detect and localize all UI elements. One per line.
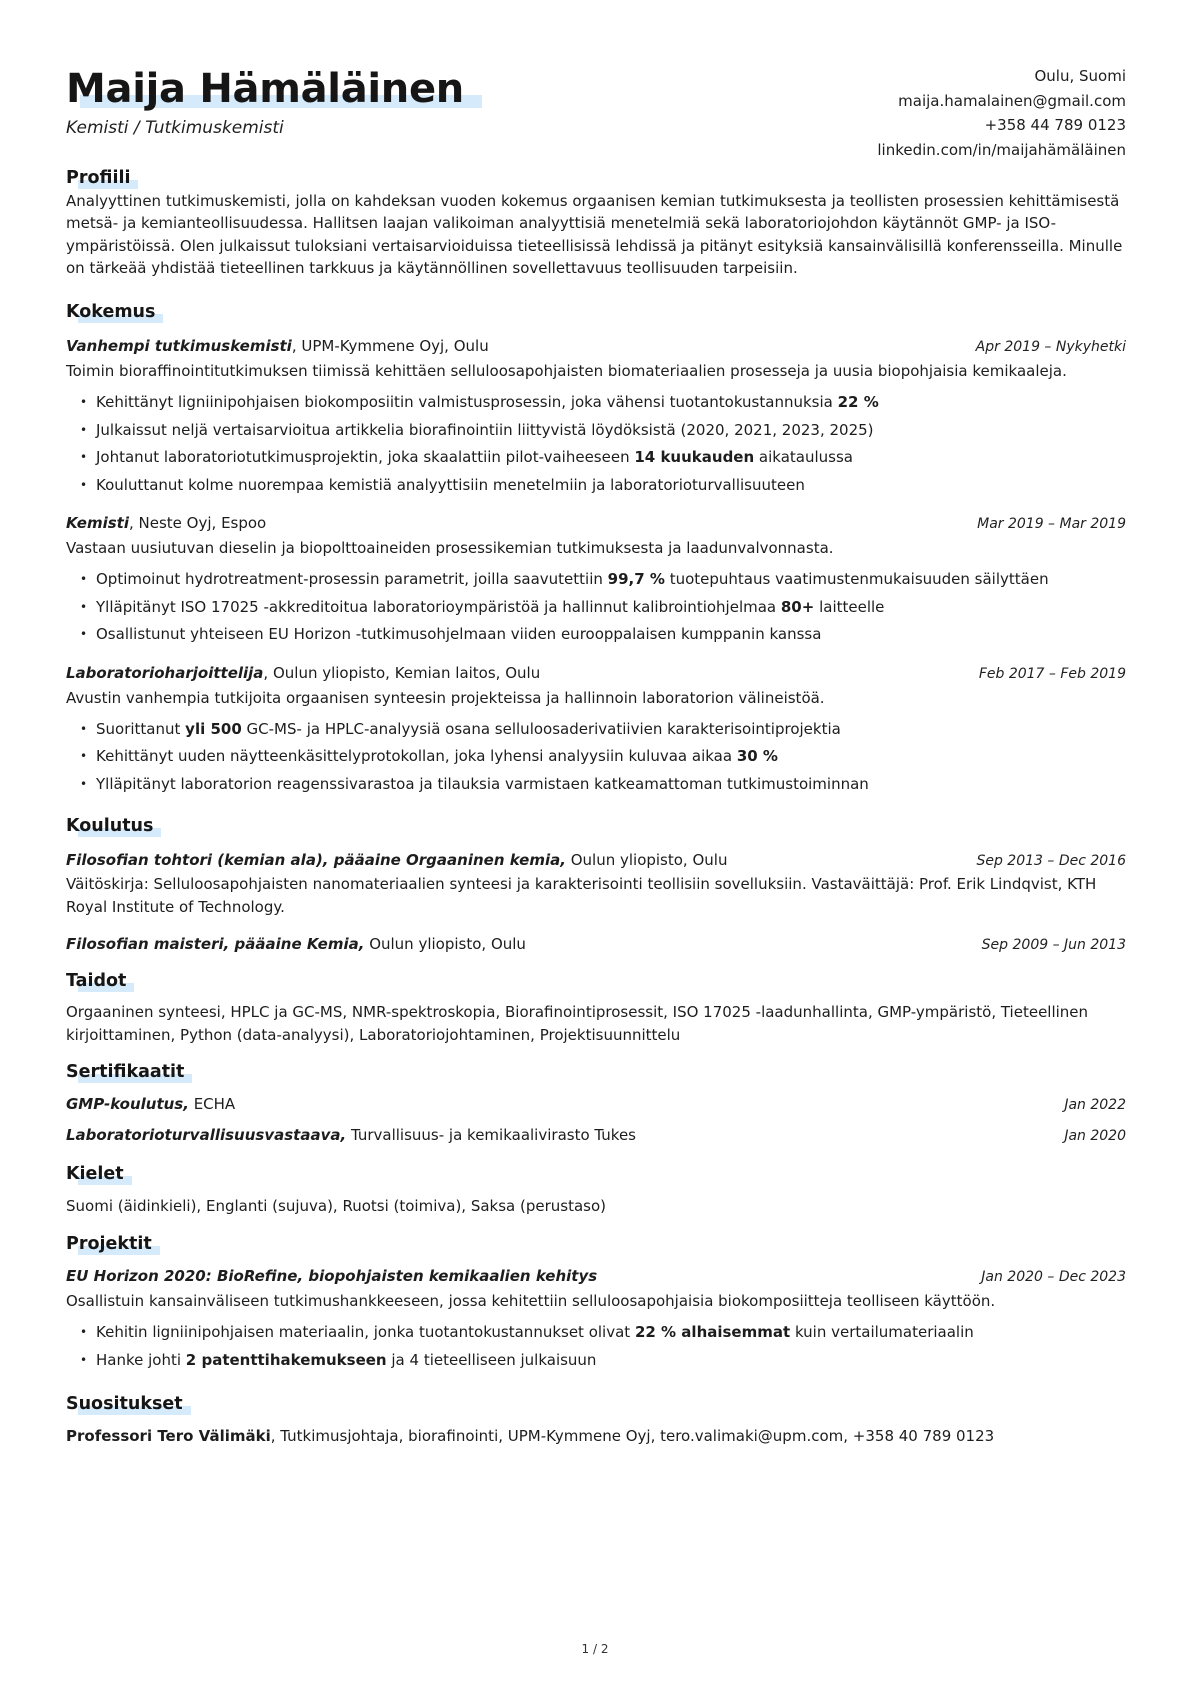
bullet-text-end: ja 4 tieteelliseen julkaisuun bbox=[386, 1350, 597, 1369]
certificate-date: Jan 2022 bbox=[1064, 1097, 1126, 1114]
skills-text: Orgaaninen synteesi, HPLC ja GC-MS, NMR-spektroskopia, Biorafinointiprosessit, ISO 17025 -laadunhallinta, GMP-ympäristö, Tieteellinen kirjoittaminen, Python (data-analyysi), Laboratoriojohtaminen, Projektisuunnittelu bbox=[66, 1003, 1089, 1044]
project-bullets bbox=[66, 1319, 1126, 1374]
bullet-text-end: kuin vertailumateriaalin bbox=[790, 1323, 974, 1342]
education-date: Sep 2009 – Jun 2013 bbox=[981, 937, 1126, 954]
job-header bbox=[66, 511, 1126, 536]
profile-text: Analyyttinen tutkimuskemisti, jolla on kahdeksan vuoden kokemus orgaanisen kemian tutkimuksesta ja teollisten prosessien kehittämisestä metsä- ja kemianteollisuudessa. Hallitsen laajan valikoiman analyyttisiä menetelmiä sekä laboratoriojohdon käytännöt GMP- ja ISO-ympäristöissä. Olen julkaissut tuloksiani vertaisarvioiduissa tieteellisissä lehdissä ja pitänyt esityksiä kansainvälisillä konferensseilla. Minulle on tärkeää yhdistää tieteellinen tarkkuus ja käytännöllinen sovellettavuus teollisuuden tarpeisiin. bbox=[66, 192, 1123, 277]
list-item bbox=[66, 389, 1126, 417]
list-item bbox=[66, 621, 1126, 649]
section-title-projects: Projektit bbox=[66, 1234, 152, 1255]
bullet-text-end: laitteelle bbox=[814, 597, 885, 616]
job-entry bbox=[66, 334, 1126, 499]
bullet-text: Suorittanut bbox=[96, 719, 186, 738]
list-item bbox=[66, 771, 1126, 799]
bullet-highlight: yli 500 bbox=[185, 719, 242, 738]
bullet-text-end: GC-MS- ja HPLC-analyysiä osana selluloosaderivatiivien karakterisointiprojektia bbox=[241, 719, 841, 738]
job-role: Laboratorioharjoittelija bbox=[66, 663, 264, 682]
contact-linkedin[interactable]: linkedin.com/in/maijahämäläinen bbox=[877, 140, 1126, 159]
degree-name: Filosofian tohtori (kemian ala), pääaine Orgaaninen kemia, bbox=[66, 851, 566, 870]
list-item bbox=[66, 444, 1126, 472]
projects-section bbox=[66, 1232, 1126, 1374]
languages-section bbox=[66, 1162, 1126, 1218]
reference-details: , Tutkimusjohtaja, biorafinointi, UPM-Kymmene Oyj, tero.valimaki@upm.com, +358 40 789 0123 bbox=[270, 1427, 995, 1446]
education-heading bbox=[66, 848, 727, 872]
education-description: Väitöskirja: Selluloosapohjaisten nanomateriaalien synteesi ja karakterisointi teollisiin sovelluksiin. Vastaväittäjä: Prof. Erik Lindqvist, KTH Royal Institute of Technology. bbox=[66, 875, 1097, 916]
job-description: Toimin bioraffinointitutkimuksen tiimissä kehittäen selluloosapohjaisten biomateriaalien prosesseja ja uusia biopohjaisia kemikaaleja. bbox=[66, 362, 1067, 381]
resume-header bbox=[66, 64, 1126, 164]
bullet-text: Kouluttanut kolme nuorempaa kemistiä analyyttisiin menetelmiin ja laboratorioturvallisuuteen bbox=[96, 475, 805, 494]
bullet-text-end: aikataulussa bbox=[754, 448, 853, 467]
degree-name: Filosofian maisteri, pääaine Kemia, bbox=[66, 935, 365, 954]
job-heading bbox=[66, 661, 540, 685]
education-section bbox=[66, 814, 1126, 957]
contact-info bbox=[877, 64, 1126, 162]
resume-page bbox=[66, 64, 1126, 1448]
job-heading bbox=[66, 511, 266, 535]
certificate-entry bbox=[66, 1123, 1126, 1148]
contact-location: Oulu, Suomi bbox=[1034, 67, 1126, 85]
school-name: Oulun yliopisto, Oulu bbox=[364, 935, 526, 954]
reference-name: Professori Tero Välimäki bbox=[66, 1427, 271, 1446]
bullet-highlight: 14 kuukauden bbox=[634, 448, 755, 467]
job-entry bbox=[66, 511, 1126, 649]
contact-phone[interactable]: +358 44 789 0123 bbox=[984, 116, 1126, 135]
list-item bbox=[66, 417, 1126, 445]
job-heading bbox=[66, 334, 489, 358]
candidate-title: Kemisti / Tutkimuskemisti bbox=[66, 118, 284, 138]
education-header bbox=[66, 848, 1126, 873]
reference-entry bbox=[66, 1424, 1126, 1448]
school-name: Oulun yliopisto, Oulu bbox=[565, 851, 728, 870]
education-entry bbox=[66, 932, 1126, 957]
bullet-text: Julkaissut neljä vertaisarvioitua artikkelia biorafinointiin liittyvistä löydöksistä (2020, 2021, 2023, 2025) bbox=[96, 420, 874, 439]
certificate-issuer: Turvallisuus- ja kemikaalivirasto Tukes bbox=[346, 1126, 636, 1145]
bullet-highlight: 22 % bbox=[837, 393, 879, 412]
job-bullets bbox=[66, 716, 1126, 799]
section-title-experience: Kokemus bbox=[66, 302, 156, 323]
bullet-text-end: tuotepuhtaus vaatimustenmukaisuuden säilyttäen bbox=[664, 570, 1049, 589]
bullet-highlight: 99,7 % bbox=[607, 570, 665, 589]
bullet-highlight: 2 patenttihakemukseen bbox=[185, 1350, 387, 1369]
job-bullets bbox=[66, 389, 1126, 499]
certificate-issuer: ECHA bbox=[188, 1095, 236, 1114]
list-item bbox=[66, 472, 1126, 500]
bullet-text: Kehitin ligniinipohjaisen materiaalin, jonka tuotantokustannukset olivat bbox=[96, 1323, 635, 1342]
job-date: Mar 2019 – Mar 2019 bbox=[977, 516, 1126, 533]
bullet-text: Ylläpitänyt laboratorion reagenssivarastoa ja tilauksia varmistaen katkeamattoman tutkimustoiminnan bbox=[96, 774, 869, 793]
list-item bbox=[66, 1319, 1126, 1347]
bullet-highlight: 22 % alhaisemmat bbox=[634, 1323, 791, 1342]
education-entry bbox=[66, 848, 1126, 918]
certificate-heading bbox=[66, 1123, 636, 1147]
list-item bbox=[66, 594, 1126, 622]
section-title-education: Koulutus bbox=[66, 816, 154, 837]
job-org: , Neste Oyj, Espoo bbox=[129, 514, 267, 533]
skills-section bbox=[66, 969, 1126, 1046]
education-date: Sep 2013 – Dec 2016 bbox=[976, 853, 1126, 870]
section-title-skills: Taidot bbox=[66, 971, 127, 992]
certificates-section bbox=[66, 1060, 1126, 1148]
contact-email[interactable]: maija.hamalainen@gmail.com bbox=[898, 91, 1126, 110]
bullet-text: Kehittänyt ligniinipohjaisen biokomposiitin valmistusprosessin, joka vähensi tuotantokustannuksia bbox=[96, 393, 838, 412]
languages-text: Suomi (äidinkieli), Englanti (sujuva), Ruotsi (toimiva), Saksa (perustaso) bbox=[66, 1197, 607, 1216]
bullet-text: Kehittänyt uuden näytteenkäsittelyprotokollan, joka lyhensi analyysiin kuluvaa aikaa bbox=[96, 747, 737, 766]
candidate-name: Maija Hämäläinen bbox=[66, 66, 464, 112]
bullet-text: Optimoinut hydrotreatment-prosessin parametrit, joilla saavutettiin bbox=[96, 570, 608, 589]
job-header bbox=[66, 334, 1126, 359]
project-header bbox=[66, 1264, 1126, 1289]
bullet-highlight: 80+ bbox=[780, 597, 815, 616]
certificate-entry bbox=[66, 1092, 1126, 1117]
project-name: EU Horizon 2020: BioRefine, biopohjaisten kemikaalien kehitys bbox=[66, 1267, 598, 1286]
job-date: Apr 2019 – Nykyhetki bbox=[975, 339, 1126, 356]
certificate-date: Jan 2020 bbox=[1064, 1128, 1126, 1145]
project-description: Osallistuin kansainväliseen tutkimushankkeeseen, jossa kehitettiin selluloosapohjaisia biokomposiitteja teolliseen käyttöön. bbox=[66, 1292, 996, 1311]
job-description: Avustin vanhempia tutkijoita orgaanisen synteesin projekteissa ja hallinnoin laboratorion välineistöä. bbox=[66, 688, 825, 707]
education-heading bbox=[66, 932, 526, 956]
bullet-text: Osallistunut yhteiseen EU Horizon -tutkimusohjelmaan viiden eurooppalaisen kumppanin kanssa bbox=[96, 625, 822, 644]
experience-section bbox=[66, 300, 1126, 798]
bullet-highlight: 30 % bbox=[736, 747, 778, 766]
job-bullets bbox=[66, 566, 1126, 649]
section-title-profile: Profiili bbox=[66, 168, 131, 188]
bullet-text: Ylläpitänyt ISO 17025 -akkreditoitua laboratorioympäristöä ja hallinnut kalibrointiohjelmaa bbox=[96, 597, 781, 616]
references-section bbox=[66, 1392, 1126, 1448]
section-title-references: Suositukset bbox=[66, 1394, 183, 1415]
page-number: 1 / 2 bbox=[581, 1642, 609, 1656]
job-description: Vastaan uusiutuvan dieselin ja biopolttoaineiden prosessikemian tutkimuksesta ja laadunvalvonnasta. bbox=[66, 539, 834, 558]
list-item bbox=[66, 743, 1126, 771]
education-header bbox=[66, 932, 1126, 957]
job-role: Vanhempi tutkimuskemisti bbox=[66, 337, 292, 356]
section-title-languages: Kielet bbox=[66, 1164, 124, 1185]
project-date: Jan 2020 – Dec 2023 bbox=[981, 1269, 1126, 1286]
list-item bbox=[66, 716, 1126, 744]
project-entry bbox=[66, 1264, 1126, 1374]
job-org: , UPM-Kymmene Oyj, Oulu bbox=[291, 337, 489, 356]
certificate-name: Laboratorioturvallisuusvastaava, bbox=[66, 1126, 347, 1145]
job-header bbox=[66, 661, 1126, 686]
bullet-text: Hanke johti bbox=[96, 1350, 186, 1369]
certificate-heading bbox=[66, 1092, 235, 1116]
list-item bbox=[66, 566, 1126, 594]
profile-section bbox=[66, 166, 1126, 279]
list-item bbox=[66, 1347, 1126, 1375]
job-entry bbox=[66, 661, 1126, 799]
certificate-name: GMP-koulutus, bbox=[66, 1095, 189, 1114]
job-date: Feb 2017 – Feb 2019 bbox=[978, 665, 1126, 682]
job-org: , Oulun yliopisto, Kemian laitos, Oulu bbox=[263, 663, 541, 682]
bullet-text: Johtanut laboratoriotutkimusprojektin, joka skaalattiin pilot-vaiheeseen bbox=[96, 448, 635, 467]
section-title-certificates: Sertifikaatit bbox=[66, 1062, 185, 1083]
job-role: Kemisti bbox=[66, 514, 129, 533]
